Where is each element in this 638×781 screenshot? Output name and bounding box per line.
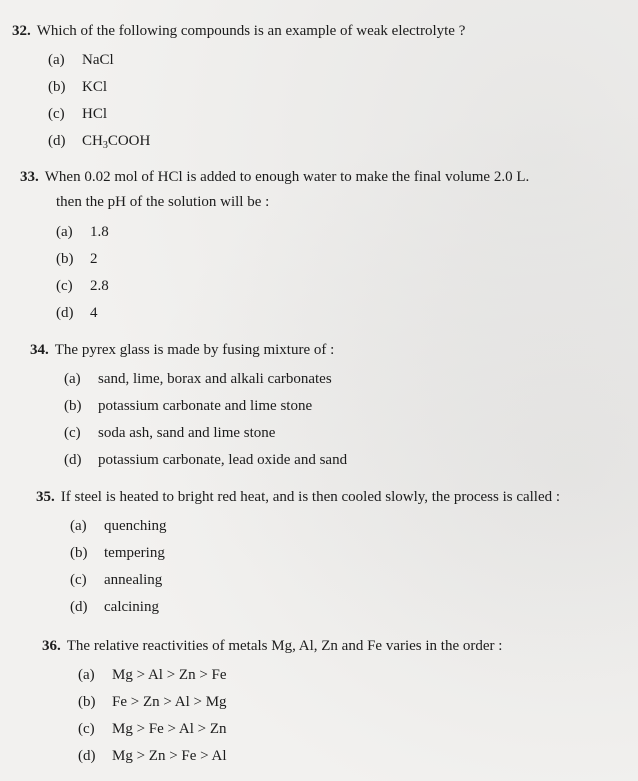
option-a: [56, 224, 109, 241]
option-label: (a): [48, 52, 65, 68]
question-33-cont: [56, 195, 269, 215]
option-b: [70, 545, 165, 562]
question-line: [30, 343, 334, 363]
question-number: 36.: [42, 638, 61, 654]
option-text: 1.8: [90, 224, 109, 240]
option-label: (d): [56, 305, 74, 321]
option-label: (c): [56, 278, 73, 294]
option-label: (c): [70, 572, 87, 588]
option-text: 2.8: [90, 278, 109, 294]
question-text: The pyrex glass is made by fusing mixture of :: [54, 342, 335, 358]
option-c: [56, 278, 109, 295]
option-b: [78, 694, 227, 711]
option-text: [82, 133, 150, 149]
option-c: [48, 106, 107, 123]
question-line: [36, 490, 560, 510]
option-label: (a): [70, 518, 87, 534]
option-text: quenching: [104, 518, 167, 534]
option-text: Fe > Zn > Al > Mg: [112, 694, 227, 710]
option-label: (b): [70, 545, 88, 561]
question-35: [36, 490, 560, 510]
option-b: [56, 251, 98, 268]
option-label: (b): [78, 694, 96, 710]
option-label: (b): [64, 398, 82, 414]
question-line: [42, 639, 502, 659]
formula-part: COOH: [107, 133, 151, 149]
question-text: If steel is heated to bright red heat, and is then cooled slowly, the process is called :: [60, 489, 561, 505]
option-label: (c): [78, 721, 95, 737]
question-number: 35.: [36, 489, 55, 505]
option-text: sand, lime, borax and alkali carbonates: [98, 371, 332, 387]
option-label: (a): [56, 224, 73, 240]
option-label: (c): [64, 425, 81, 441]
question-text: Which of the following compounds is an example of weak electrolyte ?: [36, 23, 466, 39]
option-c: [64, 425, 275, 442]
option-label: (a): [78, 667, 95, 683]
option-c: [78, 721, 227, 738]
question-33: [20, 170, 529, 190]
question-number: 32.: [12, 23, 31, 39]
option-a: [48, 52, 114, 69]
option-label: (d): [48, 133, 66, 149]
question-line: [56, 195, 269, 215]
option-b: [48, 79, 107, 96]
option-text: 2: [90, 251, 98, 267]
option-a: [78, 667, 227, 684]
option-text: soda ash, sand and lime stone: [98, 425, 276, 441]
option-text: 4: [90, 305, 98, 321]
option-text: HCl: [82, 106, 108, 122]
option-d: [70, 599, 159, 616]
option-c: [70, 572, 162, 589]
option-label: (d): [78, 748, 96, 764]
option-label: (b): [56, 251, 74, 267]
question-text: The relative reactivities of metals Mg, Al, Zn and Fe varies in the order :: [66, 638, 503, 654]
option-d: [48, 133, 150, 150]
question-number: 33.: [20, 169, 39, 185]
option-d: [64, 452, 347, 469]
question-line: [20, 170, 529, 190]
option-b: [64, 398, 312, 415]
option-text: tempering: [104, 545, 165, 561]
option-d: [78, 748, 227, 765]
option-text: Mg > Zn > Fe > Al: [112, 748, 227, 764]
question-36: [42, 639, 502, 659]
question-text: When 0.02 mol of HCl is added to enough water to make the final volume 2.0 L.: [44, 169, 530, 185]
question-number: 34.: [30, 342, 49, 358]
formula-part: CH: [82, 133, 103, 149]
formula-subscript: 3: [102, 140, 108, 151]
option-label: (b): [48, 79, 66, 95]
question-text: then the pH of the solution will be :: [56, 194, 270, 210]
option-text: KCl: [82, 79, 108, 95]
option-text: Mg > Al > Zn > Fe: [112, 667, 227, 683]
option-label: (c): [48, 106, 65, 122]
option-label: (d): [64, 452, 82, 468]
option-text: Mg > Fe > Al > Zn: [112, 721, 227, 737]
option-text: NaCl: [82, 52, 114, 68]
question-32: [12, 24, 465, 44]
option-a: [64, 371, 332, 388]
option-text: potassium carbonate and lime stone: [98, 398, 313, 414]
question-34: [30, 343, 334, 363]
option-text: annealing: [104, 572, 163, 588]
option-text: calcining: [104, 599, 159, 615]
option-d: [56, 305, 98, 322]
option-label: (d): [70, 599, 88, 615]
option-text: potassium carbonate, lead oxide and sand: [98, 452, 348, 468]
option-a: [70, 518, 166, 535]
question-line: [12, 24, 465, 44]
option-label: (a): [64, 371, 81, 387]
